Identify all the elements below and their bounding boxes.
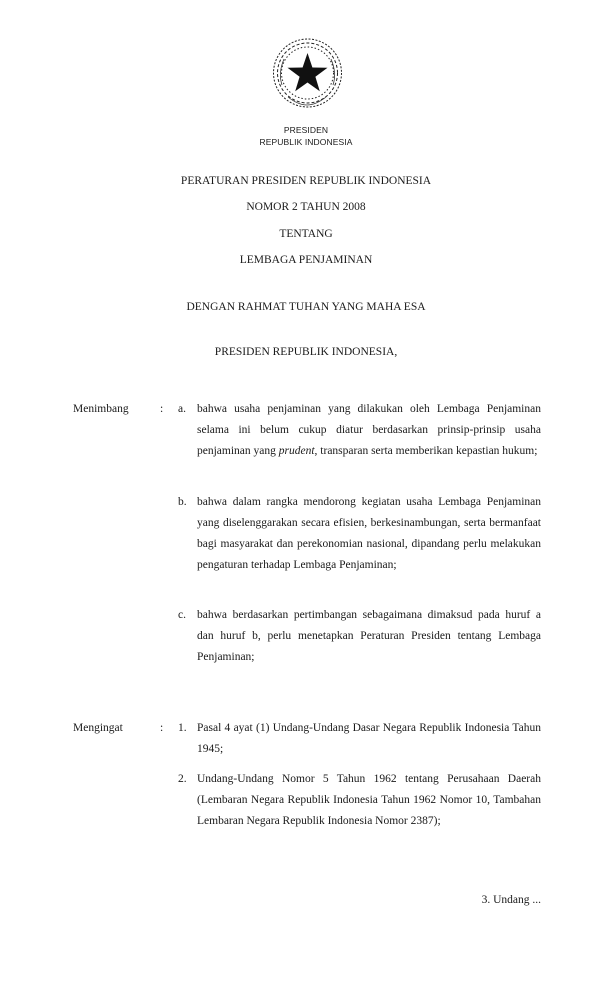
mengingat-label: Mengingat — [73, 722, 123, 734]
italic-term: prudent — [278, 445, 315, 457]
preamble-divine: DENGAN RAHMAT TUHAN YANG MAHA ESA — [186, 301, 426, 313]
item-text: bahwa berdasarkan pertimbangan sebagaimana dimaksud pada huruf a dan huruf b, perlu menetapkan Peraturan Presiden tentang Lembaga Penjaminan; — [197, 609, 541, 663]
regulation-subject: LEMBAGA PENJAMINAN — [239, 254, 373, 266]
item-marker: c. — [178, 609, 186, 621]
item-marker: a. — [178, 403, 186, 415]
kop-president: PRESIDEN — [283, 125, 329, 135]
garuda-star-emblem-icon — [270, 35, 345, 115]
item-marker: 2. — [178, 773, 187, 785]
preamble-president: PRESIDEN REPUBLIK INDONESIA, — [214, 346, 398, 358]
item-text: Pasal 4 ayat (1) Undang-Undang Dasar Negara Republik Indonesia Tahun 1945; — [197, 722, 541, 755]
item-text: bahwa usaha penjaminan yang dilakukan oleh Lembaga Penjaminan selama ini belum cukup diatur berdasarkan prinsip-prinsip usaha penjaminan yang prudent, transparan serta memberikan kepastian hukum; — [197, 403, 541, 457]
regulation-number: NOMOR 2 TAHUN 2008 — [246, 201, 366, 213]
item-marker: b. — [178, 496, 187, 508]
item-marker: 1. — [178, 722, 187, 734]
item-text: bahwa dalam rangka mendorong kegiatan usaha Lembaga Penjaminan yang diselenggarakan secara efisien, berkesinambungan, serta bermanfaat bagi masyarakat dan perekonomian nasional, dipandang perlu melakukan pengaturan terhadap Lembaga Penjaminan; — [197, 496, 541, 571]
item-text: Undang-Undang Nomor 5 Tahun 1962 tentang Perusahaan Daerah (Lembaran Negara Republik Indonesia Tahun 1962 Nomor 10, Tambahan Lembaran Negara Republik Indonesia Nomor 2387); — [197, 773, 541, 827]
menimbang-colon: : — [160, 403, 164, 415]
page-continuation: 3. Undang ... — [481, 894, 541, 906]
regulation-title: PERATURAN PRESIDEN REPUBLIK INDONESIA — [180, 175, 432, 187]
menimbang-label: Menimbang — [73, 403, 129, 415]
kop-republic: REPUBLIK INDONESIA — [259, 137, 353, 147]
regulation-about-label: TENTANG — [279, 228, 333, 240]
mengingat-colon: : — [160, 722, 164, 734]
